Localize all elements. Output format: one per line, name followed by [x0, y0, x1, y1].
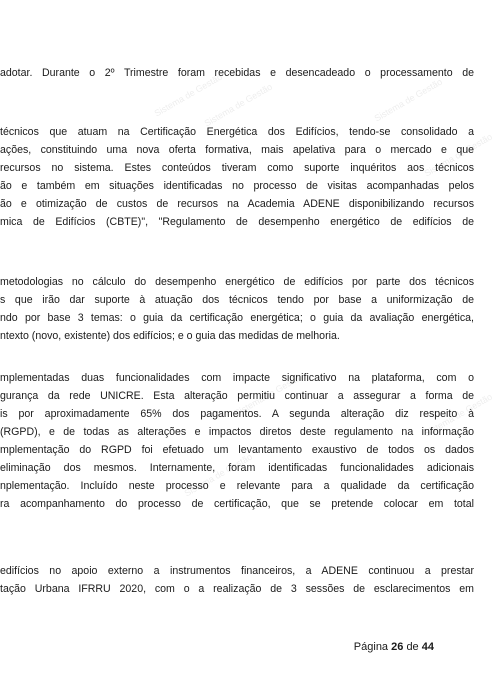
text-line: mplementadas duas funcionalidades com impacte significativo na plataforma, com o — [0, 372, 474, 384]
text-line: ntexto (novo, existente) dos edifícios; e o guia das medidas de melhoria. — [0, 330, 340, 342]
text-line: ndo por base 3 temas: o guia da certificação energética; o guia da avaliação energética, — [0, 312, 474, 324]
text-line: edifícios no apoio externo a instrumentos financeiros, a ADENE continuou a prestar — [0, 565, 474, 577]
text-line: ão e otimização de custos de recursos na Academia ADENE disponibilizando recursos — [0, 198, 474, 210]
text-line: adotar. Durante o 2º Trimestre foram recebidas e desencadeado o processamento de — [0, 67, 474, 79]
total-pages: 44 — [421, 641, 434, 653]
current-page: 26 — [391, 641, 404, 653]
text-line: ão e também em situações identificadas no processo de visitas acompanhadas pelos — [0, 180, 474, 192]
text-line: is por aproximadamente 65% dos pagamentos. A segunda alteração diz respeito à — [0, 408, 474, 420]
watermark: Sistema de Gestão — [422, 131, 494, 179]
watermark: Sistema de Gestão — [182, 451, 254, 499]
watermark: Sistema de Gestão — [202, 81, 274, 129]
text-line: recursos no sistema. Estes conteúdos tiveram como suporte inquéritos aos técnicos — [0, 162, 474, 174]
watermark: Sistema de Gestão — [232, 371, 304, 419]
text-line: (RGPD), e de todas as alterações e impactos diretos deste regulamento na informação — [0, 426, 474, 438]
text-line: gurança da rede UNICRE. Esta alteração permitiu continuar a assegurar a forma de — [0, 390, 474, 402]
text-line: mica de Edifícios (CBTE)", "Regulamento de desempenho energético de edifícios de — [0, 216, 474, 228]
watermark: Sistema de Gestão — [152, 71, 224, 119]
page-separator: de — [406, 641, 419, 653]
text-line: ações, constituindo uma nova oferta formativa, mais apelativa para o mercado e que — [0, 144, 474, 156]
text-line: mplementação do RGPD foi efetuado um levantamento exaustivo de todos os dados — [0, 444, 474, 456]
watermark: Sistema de Gestão — [422, 391, 494, 439]
text-line: eliminação dos mesmos. Internamente, foram identificadas funcionalidades adicionais — [0, 462, 474, 474]
page-label: Página — [353, 641, 389, 653]
page-number — [354, 641, 434, 653]
text-line: tação Urbana IFRRU 2020, com o a realização de 3 sessões de esclarecimentos em — [0, 583, 474, 595]
text-line: ra acompanhamento do processo de certificação, que se pretende colocar em total — [0, 498, 474, 510]
watermark: Sistema de Gestão — [372, 76, 444, 124]
text-line: metodologias no cálculo do desempenho energético de edifícios por parte dos técnicos — [0, 276, 474, 288]
text-line: s que irão dar suporte à atuação dos técnicos tendo por base a uniformização de — [0, 294, 474, 306]
text-line: nplementação. Incluído neste processo e relevante para a qualidade da certificação — [0, 480, 474, 492]
text-line: técnicos que atuam na Certificação Energética dos Edifícios, tendo-se consolidado a — [0, 126, 474, 138]
